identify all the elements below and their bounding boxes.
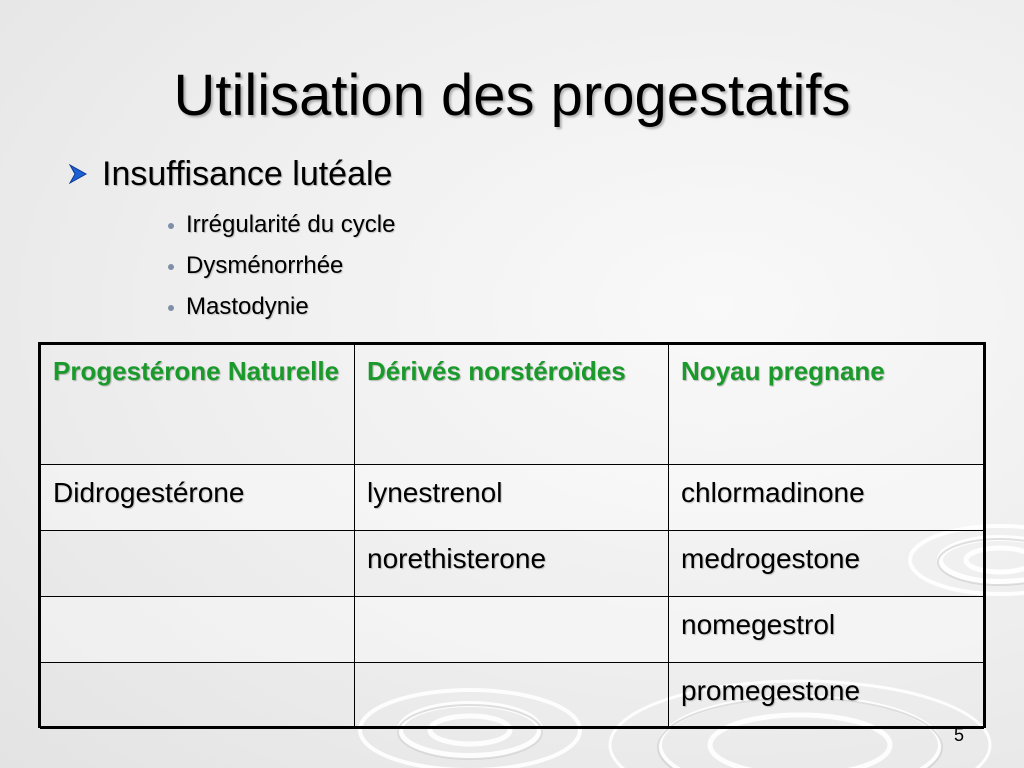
bullet-dot-icon (168, 223, 174, 229)
table-cell: nomegestrol (669, 597, 984, 663)
table-cell: promegestone (669, 663, 984, 729)
table-header-cell: Dérivés norstéroïdes (355, 345, 669, 465)
table-row (41, 597, 984, 663)
sub-bullet-text: Mastodynie (186, 292, 309, 320)
bullet-dot-icon (168, 264, 174, 270)
slide-title: Utilisation des progestatifs (173, 63, 851, 128)
main-bullet (66, 154, 392, 194)
table-cell (41, 663, 355, 729)
table-header-cell: Progestérone Naturelle (41, 345, 355, 465)
page-number: 5 (953, 725, 964, 745)
main-bullet-text: Insuffisance lutéale (102, 154, 393, 193)
table-row (41, 531, 984, 597)
table-cell: Didrogestérone (41, 465, 355, 531)
progestatifs-table (38, 342, 986, 728)
table-cell: chlormadinone (669, 465, 984, 531)
sub-bullet-text: Dysménorrhée (186, 251, 344, 279)
table-cell (41, 597, 355, 663)
sub-bullet-list (168, 204, 395, 327)
table-header-cell: Noyau pregnane (669, 345, 984, 465)
sub-bullet-item (168, 245, 395, 286)
table-cell: norethisterone (355, 531, 669, 597)
sub-bullet-item (168, 204, 395, 245)
table-cell (41, 531, 355, 597)
table-cell (355, 663, 669, 729)
arrow-bullet-icon (66, 162, 92, 186)
sub-bullet-item (168, 286, 395, 327)
table-cell (355, 597, 669, 663)
table-cell: medrogestone (669, 531, 984, 597)
table-cell: lynestrenol (355, 465, 669, 531)
table-row (41, 663, 984, 729)
table-row (41, 465, 984, 531)
bullet-dot-icon (168, 305, 174, 311)
table-header-row (41, 345, 984, 465)
sub-bullet-text: Irrégularité du cycle (186, 210, 396, 238)
